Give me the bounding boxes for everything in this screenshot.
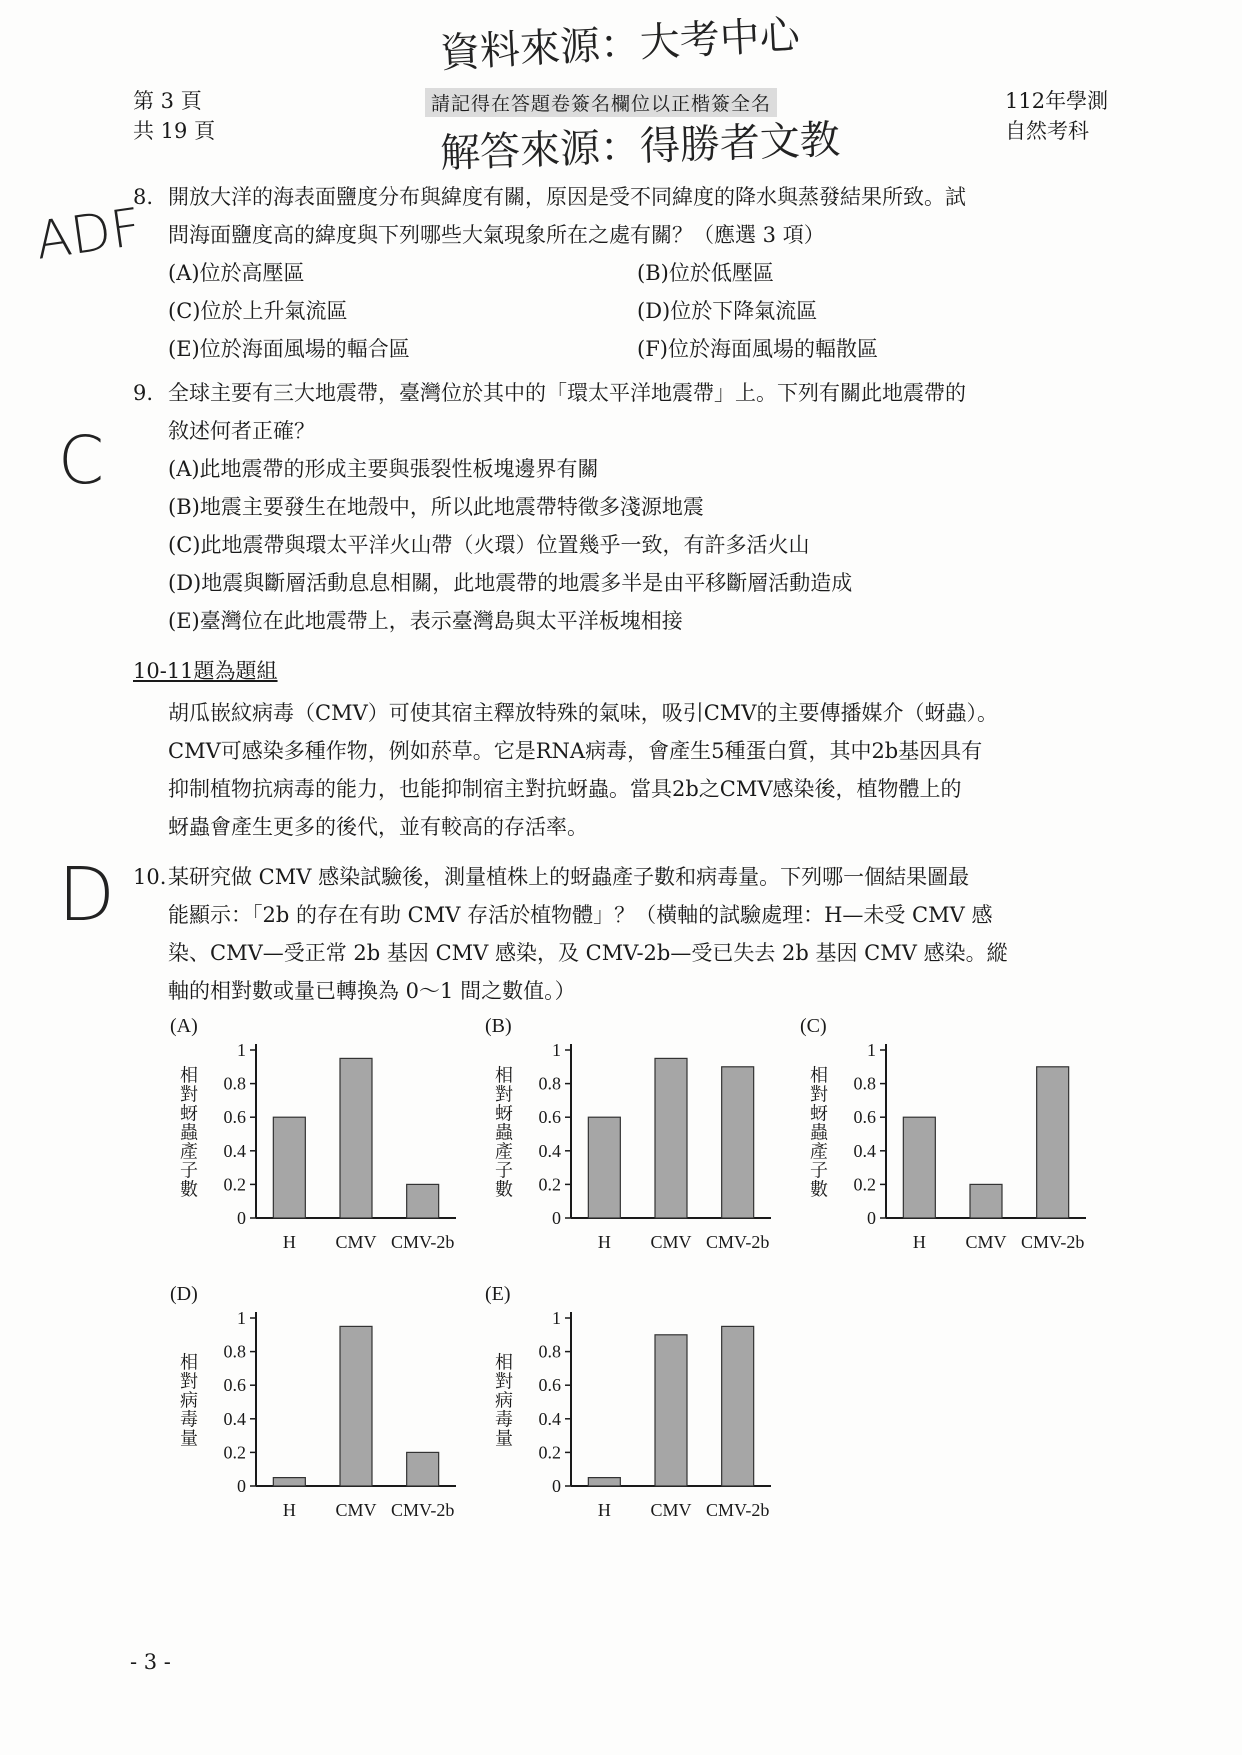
y-axis-label-char: 蟲 [495, 1122, 513, 1143]
bar [588, 1117, 620, 1218]
bar [903, 1117, 935, 1218]
bar [722, 1067, 754, 1218]
y-tick-label: 0.6 [538, 1107, 561, 1128]
y-tick-label: 0.4 [538, 1408, 561, 1429]
chart-panel-label: (B) [485, 1015, 512, 1037]
y-axis-label-char: 相 [495, 1065, 513, 1086]
question-group-title: 10-11題為題組 [133, 659, 278, 683]
y-axis-label-char: 量 [495, 1428, 513, 1449]
y-axis-label-char: 相 [180, 1065, 198, 1086]
chart-svg [475, 1010, 775, 1270]
q8-stem-line2: 問海面鹽度高的緯度與下列哪些大氣現象所在之處有關？（應選 3 項） [168, 223, 825, 247]
chart-a [160, 1010, 460, 1274]
y-axis-label-char: 病 [180, 1390, 198, 1411]
page-number-footer: - 3 - [130, 1650, 171, 1674]
x-tick-label: H [597, 1232, 611, 1252]
bar [340, 1326, 372, 1486]
y-axis-label-char: 對 [180, 1371, 198, 1392]
chart-b [475, 1010, 775, 1274]
y-axis-label-char: 蚜 [810, 1103, 828, 1124]
y-axis-label-char: 對 [180, 1084, 198, 1105]
y-tick-label: 0 [867, 1208, 876, 1228]
bar [407, 1184, 439, 1218]
y-axis-label-char: 量 [180, 1428, 198, 1449]
y-tick-label: 0.2 [538, 1442, 561, 1463]
y-axis-label-char: 子 [495, 1160, 513, 1181]
q10-stem-line2: 能顯示：「2b 的存在有助 CMV 存活於植物體」？（橫軸的試驗處理：H—未受 CMV 感 [168, 903, 993, 927]
chart-e [475, 1278, 775, 1542]
y-tick-label: 0.6 [223, 1107, 246, 1128]
y-tick-label: 0 [237, 1208, 246, 1228]
q8-option-c: (C)位於上升氣流區 [168, 299, 348, 323]
x-tick-label: H [912, 1232, 926, 1252]
x-tick-label: H [597, 1500, 611, 1520]
y-axis-label-char: 子 [180, 1160, 198, 1181]
y-tick-label: 0 [552, 1476, 561, 1496]
group-passage-line4: 蚜蟲會產生更多的後代，並有較高的存活率。 [168, 815, 588, 839]
exam-year: 112年學測 [1005, 89, 1109, 113]
y-tick-label: 0.2 [853, 1174, 876, 1195]
handwritten-source-note: 資料來源：大考中心 [438, 12, 801, 77]
group-passage-line1: 胡瓜嵌紋病毒（CMV）可使其宿主釋放特殊的氣味，吸引CMV的主要傳播媒介（蚜蟲）。 [168, 701, 998, 725]
chart-d [160, 1278, 460, 1542]
q9-option-e: (E)臺灣位在此地震帶上，表示臺灣島與太平洋板塊相接 [168, 609, 683, 633]
y-axis-label-char: 蟲 [810, 1122, 828, 1143]
y-axis-label-char: 數 [495, 1179, 513, 1200]
handwritten-answer-q8: ADF [31, 197, 145, 272]
y-tick-label: 0.8 [223, 1341, 246, 1362]
x-tick-label: CMV-2b [705, 1232, 770, 1252]
q8-stem-line1: 開放大洋的海表面鹽度分布與緯度有關，原因是受不同緯度的降水與蒸發結果所致。試 [168, 185, 966, 209]
q10-number: 10. [133, 865, 167, 889]
q9-option-c: (C)此地震帶與環太平洋火山帶（火環）位置幾乎一致，有許多活火山 [168, 533, 810, 557]
y-axis-label-char: 相 [495, 1352, 513, 1373]
x-tick-label: CMV-2b [1020, 1232, 1085, 1252]
x-tick-label: CMV [965, 1232, 1007, 1252]
signature-reminder-banner: 請記得在答題卷簽名欄位以正楷簽全名 [425, 88, 777, 117]
x-tick-label: H [282, 1232, 296, 1252]
bar [273, 1117, 305, 1218]
x-tick-label: CMV [335, 1500, 377, 1520]
q9-option-a: (A)此地震帶的形成主要與張裂性板塊邊界有關 [168, 457, 599, 481]
y-axis-label-char: 毒 [495, 1409, 513, 1430]
chart-panel-label: (A) [170, 1015, 198, 1037]
x-tick-label: CMV-2b [390, 1500, 455, 1520]
bar [273, 1478, 305, 1486]
y-tick-label: 0.8 [853, 1073, 876, 1094]
group-passage-line3: 抑制植物抗病毒的能力，也能抑制宿主對抗蚜蟲。當具2b之CMV感染後，植物體上的 [168, 777, 962, 801]
bar [970, 1184, 1002, 1218]
y-axis-label-char: 數 [810, 1179, 828, 1200]
y-axis-label-char: 對 [495, 1084, 513, 1105]
y-tick-label: 0.4 [223, 1408, 246, 1429]
y-tick-label: 0.6 [223, 1375, 246, 1396]
x-tick-label: CMV-2b [390, 1232, 455, 1252]
bar [1037, 1067, 1069, 1218]
y-tick-label: 0.8 [223, 1073, 246, 1094]
x-tick-label: H [282, 1500, 296, 1520]
subject-label: 自然考科 [1005, 119, 1089, 143]
y-axis-label-char: 病 [495, 1390, 513, 1411]
y-tick-label: 1 [237, 1308, 246, 1328]
y-tick-label: 0.2 [538, 1174, 561, 1195]
y-axis-label-char: 數 [180, 1179, 198, 1200]
bar [655, 1335, 687, 1486]
chart-panel-label: (E) [485, 1283, 511, 1305]
chart-svg [475, 1278, 775, 1538]
chart-svg [160, 1278, 460, 1538]
total-pages-label: 共 19 頁 [133, 119, 216, 143]
y-axis-label-char: 相 [810, 1065, 828, 1086]
y-tick-label: 0 [552, 1208, 561, 1228]
x-tick-label: CMV [335, 1232, 377, 1252]
y-tick-label: 0.6 [853, 1107, 876, 1128]
y-tick-label: 0.2 [223, 1174, 246, 1195]
y-tick-label: 0.8 [538, 1073, 561, 1094]
y-axis-label-char: 相 [180, 1352, 198, 1373]
q9-stem-line2: 敘述何者正確？ [168, 419, 315, 443]
q8-option-d: (D)位於下降氣流區 [637, 299, 818, 323]
y-tick-label: 0.4 [853, 1140, 876, 1161]
y-tick-label: 1 [552, 1040, 561, 1060]
q10-stem-line4: 軸的相對數或量已轉換為 0～1 間之數值。） [168, 979, 576, 1003]
y-axis-label-char: 對 [810, 1084, 828, 1105]
y-tick-label: 0.6 [538, 1375, 561, 1396]
bar [722, 1326, 754, 1486]
x-tick-label: CMV [650, 1500, 692, 1520]
q10-stem-line1: 某研究做 CMV 感染試驗後，測量植株上的蚜蟲產子數和病毒量。下列哪一個結果圖最 [168, 865, 970, 889]
chart-svg [160, 1010, 460, 1270]
y-axis-label-char: 蟲 [180, 1122, 198, 1143]
bar [655, 1058, 687, 1218]
y-axis-label-char: 產 [810, 1141, 828, 1162]
bar [407, 1452, 439, 1486]
bar [340, 1058, 372, 1218]
y-tick-label: 0.8 [538, 1341, 561, 1362]
y-tick-label: 1 [867, 1040, 876, 1060]
y-axis-label-char: 對 [495, 1371, 513, 1392]
q10-stem-line3: 染、CMV—受正常 2b 基因 CMV 感染，及 CMV-2b—受已失去 2b 基因 CMV 感染。縱 [168, 941, 1008, 965]
y-tick-label: 1 [237, 1040, 246, 1060]
q8-number: 8. [133, 185, 154, 209]
q9-option-d: (D)地震與斷層活動息息相關，此地震帶的地震多半是由平移斷層活動造成 [168, 571, 853, 595]
group-passage-line2: CMV可感染多種作物，例如菸草。它是RNA病毒，會產生5種蛋白質，其中2b基因具有 [168, 739, 983, 763]
handwritten-answer-q10: D [58, 852, 115, 938]
y-axis-label-char: 毒 [180, 1409, 198, 1430]
y-tick-label: 0.4 [538, 1140, 561, 1161]
x-tick-label: CMV [650, 1232, 692, 1252]
q9-number: 9. [133, 381, 154, 405]
page-label: 第 3 頁 [133, 89, 202, 113]
chart-panel-label: (C) [800, 1015, 827, 1037]
y-tick-label: 0 [237, 1476, 246, 1496]
q8-option-a: (A)位於高壓區 [168, 261, 305, 285]
y-tick-label: 1 [552, 1308, 561, 1328]
y-axis-label-char: 產 [180, 1141, 198, 1162]
bar [588, 1478, 620, 1486]
y-axis-label-char: 蚜 [495, 1103, 513, 1124]
q8-option-f: (F)位於海面風場的輻散區 [637, 337, 878, 361]
y-tick-label: 0.4 [223, 1140, 246, 1161]
q9-option-b: (B)地震主要發生在地殼中，所以此地震帶特徵多淺源地震 [168, 495, 704, 519]
chart-svg [790, 1010, 1090, 1270]
y-tick-label: 0.2 [223, 1442, 246, 1463]
y-axis-label-char: 產 [495, 1141, 513, 1162]
y-axis-label-char: 子 [810, 1160, 828, 1181]
q8-option-e: (E)位於海面風場的輻合區 [168, 337, 410, 361]
q8-option-b: (B)位於低壓區 [637, 261, 774, 285]
y-axis-label-char: 蚜 [180, 1103, 198, 1124]
chart-c [790, 1010, 1090, 1274]
handwritten-answer-q9: C [58, 422, 105, 499]
x-tick-label: CMV-2b [705, 1500, 770, 1520]
chart-panel-label: (D) [170, 1283, 198, 1305]
q9-stem-line1: 全球主要有三大地震帶，臺灣位於其中的「環太平洋地震帶」上。下列有關此地震帶的 [168, 381, 966, 405]
handwritten-answer-source-note: 解答來源：得勝者文教 [439, 117, 841, 177]
